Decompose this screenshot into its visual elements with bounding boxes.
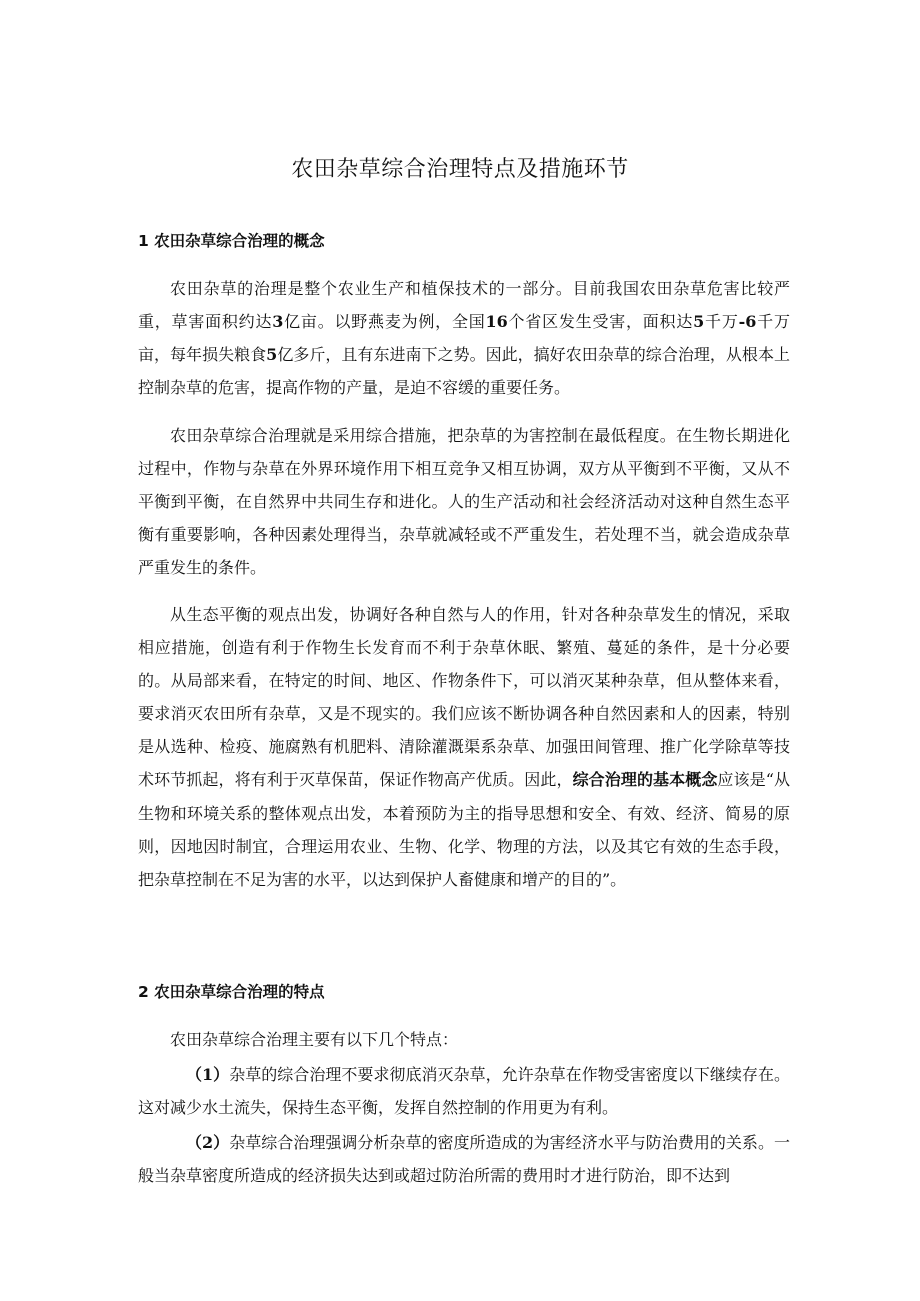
section-1-paragraph-2: 农田杂草综合治理就是采用综合措施，把杂草的为害控制在最低程度。在生物长期进化过程中，作物与杂草在外界环境作用下相互竞争又相互协调，双方从平衡到不平衡，又从不平衡到平衡，在自然界中共同生存和进化。人的生产活动和社会经济活动对这种自然生态平衡有重要影响，各种因素处理得当，杂草就减轻或不严重发生，若处理不当，就会造成杂草严重发生的条件。 <box>138 426 790 578</box>
section-1-heading: 1 农田杂草综合治理的概念 <box>138 232 325 250</box>
feature-item-1: （1）杂草的综合治理不要求彻底消灭杂草，允许杂草在作物受害密度以下继续存在。这对减少水土流失，保持生态平衡，发挥自然控制的作用更为有利。 <box>138 1065 790 1118</box>
section-2-intro: 农田杂草综合治理主要有以下几个特点： <box>170 1030 459 1049</box>
feature-item-2: （2）杂草综合治理强调分析杂草的密度所造成的为害经济水平与防治费用的关系。一般当杂草密度所造成的经济损失达到或超过防治所需的费用时才进行防治，即不达到 <box>138 1133 790 1186</box>
section-1-paragraph-3: 从生态平衡的观点出发，协调好各种自然与人的作用，针对各种杂草发生的情况，采取相应措施，创造有利于作物生长发育而不利于杂草休眠、繁殖、蔓延的条件，是十分必要的。从局部来看，在特定的时间、地区、作物条件下，可以消灭某种杂草，但从整体来看，要求消灭农田所有杂草，又是不现实的。我们应该不断协调各种自然因素和人的因素，特别是从选种、检疫、施腐熟有机肥料、清除灌溉渠系杂草、加强田间管理、推广化学除草等技术环节抓起，将有利于灭草保苗，保证作物高产优质。因此，综合治理的基本概念应该是“从生物和环境关系的整体观点出发，本着预防为主的指导思想和安全、有效、经济、简易的原则，因地因时制宜，合理运用农业、生物、化学、物理的方法，以及其它有效的生态手段，把杂草控制在不足为害的水平，以达到保护人畜健康和增产的目的”。 <box>138 605 790 889</box>
document-title: 农田杂草综合治理特点及措施环节 <box>291 157 629 182</box>
section-2-heading: 2 农田杂草综合治理的特点 <box>138 983 325 1001</box>
section-1-paragraph-1: 农田杂草的治理是整个农业生产和植保技术的一部分。目前我国农田杂草危害比较严重，草害面积约达3亿亩。以野燕麦为例，全国16个省区发生受害，面积达5千万-6千万亩，每年损失粮食5亿多斤，且有东进南下之势。因此，搞好农田杂草的综合治理，从根本上控制杂草的危害，提高作物的产量，是迫不容缓的重要任务。 <box>138 279 790 398</box>
